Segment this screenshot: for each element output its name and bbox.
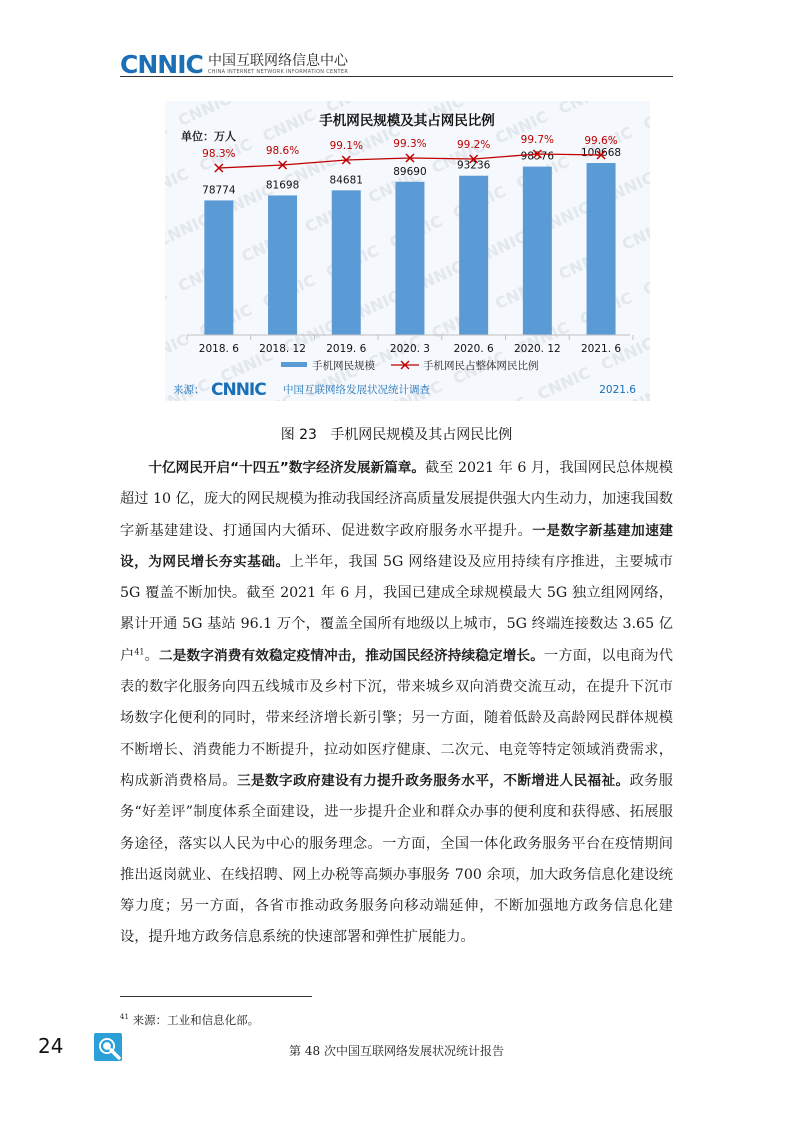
bar	[523, 167, 552, 335]
bar	[268, 195, 297, 335]
legend-bar-swatch	[281, 362, 307, 367]
legend-label-users: 手机网民规模	[312, 360, 375, 372]
body-text-span: 政务服务“好差评”制度体系全面建设，进一步提升企业和群众办事的便利度和获得感、拓展服务途径，落实以人民为中心的服务理念。一方面，全国一体化政务服务平台在疫情期间推出返岗就业、在线招聘、网上办税等高频办事服务 700 余项，加大政务信息化建设统筹力度；另一方面，各省市推动政务服务向移动端延伸，不断加强地方政务信息化建设，提升地方政务信息系统的快速部署和弹性扩展能力。	[120, 772, 673, 946]
bar-value-label: 89690	[393, 165, 427, 178]
body-text-span: 一方面，以电商为代表的数字化服务向四五线城市及乡村下沉，带来城乡双向消费交流互动，在提升下沉市场数字化便利的同时，带来经济增长新引擎；另一方面，随着低龄及高龄网民群体规模不断增长、消费能力不断提升，拉动如医疗健康、二次元、电竞等特定领域消费需求，构成新消费格局。	[120, 647, 673, 789]
ratio-value-label: 99.2%	[456, 139, 491, 151]
footnote	[120, 1012, 259, 1028]
x-tick-label: 2021. 6	[581, 343, 622, 355]
body-paragraph	[120, 453, 673, 954]
source-cnnic-logo: CNNIC	[211, 380, 266, 400]
point-three: 三是数字政府建设有力提升政务服务水平，不断增进人民福祉。	[236, 772, 630, 789]
bar-value-label: 84681	[329, 174, 363, 187]
ratio-value-label: 99.7%	[520, 134, 555, 146]
bar	[332, 190, 361, 335]
chart-unit-label: 单位：万人	[181, 130, 236, 143]
x-tick-label: 2018. 6	[198, 343, 239, 355]
footnote-rule	[120, 996, 312, 997]
x-tick-label: 2020. 6	[453, 343, 494, 355]
bar-value-label: 81698	[265, 179, 300, 192]
header-rule	[120, 76, 673, 77]
ratio-value-label: 99.3%	[393, 138, 427, 150]
bar	[459, 176, 488, 335]
ratio-value-label: 98.3%	[202, 148, 236, 160]
x-tick-label: 2018. 12	[259, 343, 306, 355]
ratio-value-label: 99.1%	[329, 140, 363, 152]
cnnic-logo: CNNIC	[120, 50, 203, 79]
x-tick-label: 2020. 12	[513, 343, 561, 355]
org-name-en: CHINA INTERNET NETWORK INFORMATION CENTER	[208, 69, 349, 75]
bar-value-label: 98576	[520, 150, 555, 163]
bar	[204, 200, 233, 335]
footnote-number: 41	[120, 1013, 129, 1022]
bar-value-label: 93236	[456, 159, 491, 172]
header-logo	[120, 52, 680, 78]
source-prefix: 来源：	[173, 384, 205, 396]
body-text-span: 上半年，我国 5G 网络建设及应用持续有序推进，主要城市 5G 覆盖不断加快。截至 2021 年 6 月，我国已建成全球规模最大 5G 独立组网网络，累计开通 5G 基站 96.1 万个，覆盖全国所有地级以上城市，5G 终端连接数达 3.65 亿户	[120, 553, 673, 664]
ratio-value-label: 98.6%	[265, 145, 300, 157]
x-tick-label: 2020. 3	[389, 343, 430, 355]
footer-report-title: 第 48 次中国互联网络发展状况统计报告	[289, 1044, 504, 1058]
body-text-span: 截至 2021 年 6 月，我国网民总体规模超过 10 亿，庞大的网民规模为推动我国经济高质量发展提供强大内生动力，加速我国数字新基建建设、打通国内大循环、促进数字政府服务水平提升。	[120, 460, 673, 539]
bar	[395, 182, 424, 335]
bar	[587, 163, 616, 335]
x-tick-label: 2019. 6	[326, 343, 367, 355]
legend-label-ratio: 手机网民占整体网民比例	[423, 360, 539, 372]
bar-value-label: 78774	[202, 184, 236, 197]
figure-number: 图 23	[280, 427, 317, 443]
figure-title: 手机网民规模及其占网民比例	[330, 427, 513, 443]
lead-sentence: 十亿网民开启“十四五”数字经济发展新篇章。	[148, 460, 426, 476]
chart-title: 手机网民规模及其占网民比例	[319, 113, 495, 129]
body-text-span: 。	[144, 647, 160, 664]
mobile-users-chart	[165, 101, 650, 401]
body-text	[120, 453, 673, 954]
point-two: 二是数字消费有效稳定疫情冲击，推动国民经济持续稳定增长。	[159, 647, 545, 664]
ratio-value-label: 99.6%	[584, 135, 618, 147]
source-date: 2021.6	[599, 384, 636, 396]
figure-caption	[0, 424, 793, 444]
source-name: 中国互联网络发展状况统计调查	[283, 384, 430, 396]
page-number: 24	[38, 1034, 64, 1058]
org-name-cn: 中国互联网络信息中心	[208, 53, 348, 69]
footnote-text: 来源：工业和信息化部。	[132, 1013, 260, 1027]
chart-svg	[165, 101, 650, 401]
point-one: 一是数字新基建加速建设，为网民增长夯实基础。	[120, 522, 673, 570]
bar-value-label: 100668	[581, 147, 622, 160]
footnote-ref: 41	[134, 647, 145, 657]
